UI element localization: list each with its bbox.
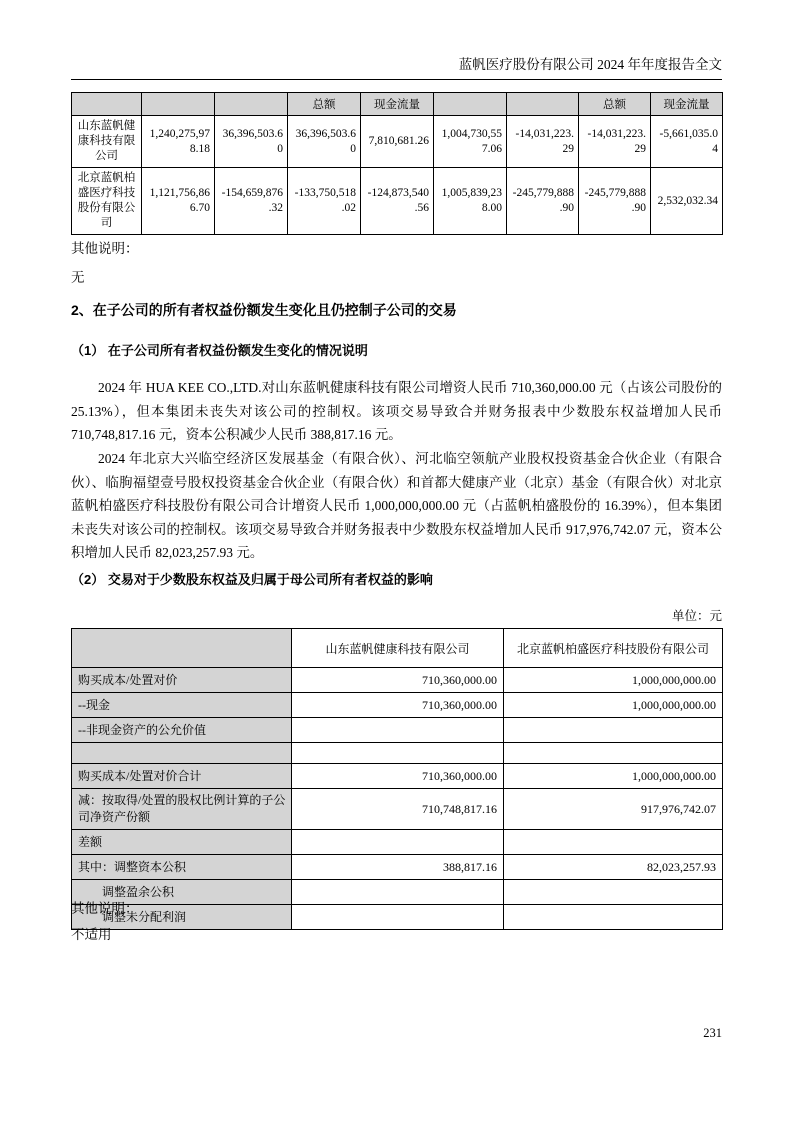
table-row [72,693,723,718]
subsection-heading-1: （1） 在子公司所有者权益份额发生变化的情况说明 [71,343,368,358]
cell-value: 1,000,000,000.00 [504,693,723,718]
row-label [72,743,292,764]
row-label: 其中：调整资本公积 [72,855,292,880]
page-number: 231 [703,1026,722,1040]
table-header-row [72,93,723,116]
table-row [72,880,723,905]
cell-value: 710,360,000.00 [292,764,504,789]
row-label: 购买成本/处置对价 [72,668,292,693]
col-header-0 [72,93,142,116]
cell-value [504,743,723,764]
cell-value [504,718,723,743]
row-label: 减：按取得/处置的股权比例计算的子公司净资产份额 [72,789,292,830]
cell-value [504,905,723,930]
table-row [72,718,723,743]
table-row [72,116,723,168]
col-header-8: 现金流量 [651,93,723,116]
cell-value: 36,396,503.60 [288,116,361,168]
cell-value: -245,779,888.90 [507,168,579,235]
cell-value: -133,750,518.02 [288,168,361,235]
table-header-row [72,629,723,668]
cell-value: 36,396,503.60 [215,116,288,168]
col-header-shandong: 山东蓝帆健康科技有限公司 [292,629,504,668]
table-row [72,168,723,235]
other-note-content-2: 不适用 [71,927,112,942]
cell-value: 388,817.16 [292,855,504,880]
cell-value [292,880,504,905]
subsidiary-cashflow-table [71,92,723,235]
cell-value [292,743,504,764]
row-label: 调整未分配利润 [72,905,292,930]
subsidiary-name: 北京蓝帆柏盛医疗科技股份有限公司 [72,168,142,235]
section-heading-2: 2、在子公司的所有者权益份额发生变化且仍控制子公司的交易 [71,302,457,318]
paragraph-2: 2024 年北京大兴临空经济区发展基金（有限合伙）、河北临空领航产业股权投资基金合伙企业（有限合伙）、临朐福望壹号股权投资基金合伙企业（有限合伙）和首都大健康产业（北京）基金（有限合伙）对北京蓝帆柏盛医疗科技股份有限公司合计增资人民币 1,000,000,000.00 元（占蓝帆柏盛股份的 16.39%），但本集团未丧失对该公司的控制权。该项交易导致合并财务报表中少数股东权益增加人民币 917,976,742.07 元，资本公积增加人民币 82,023,257.93 元。 [71,451,722,560]
cell-value: -245,779,888.90 [579,168,651,235]
cell-value: -5,661,035.04 [651,116,723,168]
cell-value: 710,748,817.16 [292,789,504,830]
table-row-empty [72,743,723,764]
paragraph-1: 2024 年 HUA KEE CO.,LTD.对山东蓝帆健康科技有限公司增资人民币 710,360,000.00 元（占该公司股份的 25.13%），但本集团未丧失对该公司的控制权。该项交易导致合并财务报表中少数股东权益增加人民币 710,748,817.16 元，资本公积减少人民币 388,817.16 元。 [71,380,722,442]
cell-value: 1,240,275,978.18 [142,116,215,168]
cell-value: 710,360,000.00 [292,693,504,718]
cell-value: 1,004,730,557.06 [434,116,507,168]
other-note-label-1: 其他说明： [71,241,139,256]
cell-value [292,905,504,930]
table-row [72,668,723,693]
document-header-title: 蓝帆医疗股份有限公司 2024 年年度报告全文 [458,57,722,72]
cell-value: 7,810,681.26 [361,116,434,168]
header-divider [71,79,722,80]
cell-value: 917,976,742.07 [504,789,723,830]
cell-value [292,830,504,855]
cell-value: 1,121,756,866.70 [142,168,215,235]
subsection-heading-2: （2） 交易对于少数股东权益及归属于母公司所有者权益的影响 [71,572,433,587]
row-label: --现金 [72,693,292,718]
cell-value: 1,000,000,000.00 [504,668,723,693]
col-header-5 [434,93,507,116]
table-row [72,855,723,880]
subsidiary-name: 山东蓝帆健康科技有限公司 [72,116,142,168]
col-header-3: 总额 [288,93,361,116]
col-header-6 [507,93,579,116]
cell-value: -14,031,223.29 [579,116,651,168]
cell-value: 2,532,032.34 [651,168,723,235]
unit-label: 单位：元 [671,609,722,623]
row-label: 差额 [72,830,292,855]
table-row [72,764,723,789]
cell-value [292,718,504,743]
table-row [72,905,723,930]
cell-value: 82,023,257.93 [504,855,723,880]
other-note-content-1: 无 [71,270,85,285]
cell-value [504,830,723,855]
other-note-label-2: 其他说明： [71,901,139,916]
col-header-7: 总额 [579,93,651,116]
table-row [72,789,723,830]
row-label: 购买成本/处置对价合计 [72,764,292,789]
col-header-beijing: 北京蓝帆柏盛医疗科技股份有限公司 [504,629,723,668]
cell-value: 1,000,000,000.00 [504,764,723,789]
row-label: 调整盈余公积 [72,880,292,905]
cell-value: -14,031,223.29 [507,116,579,168]
col-header-blank [72,629,292,668]
col-header-2 [215,93,288,116]
equity-impact-table [71,628,723,930]
col-header-1 [142,93,215,116]
cell-value [504,880,723,905]
table-row [72,830,723,855]
cell-value: -124,873,540.56 [361,168,434,235]
col-header-4: 现金流量 [361,93,434,116]
cell-value: -154,659,876.32 [215,168,288,235]
cell-value: 710,360,000.00 [292,668,504,693]
row-label: --非现金资产的公允价值 [72,718,292,743]
cell-value: 1,005,839,238.00 [434,168,507,235]
